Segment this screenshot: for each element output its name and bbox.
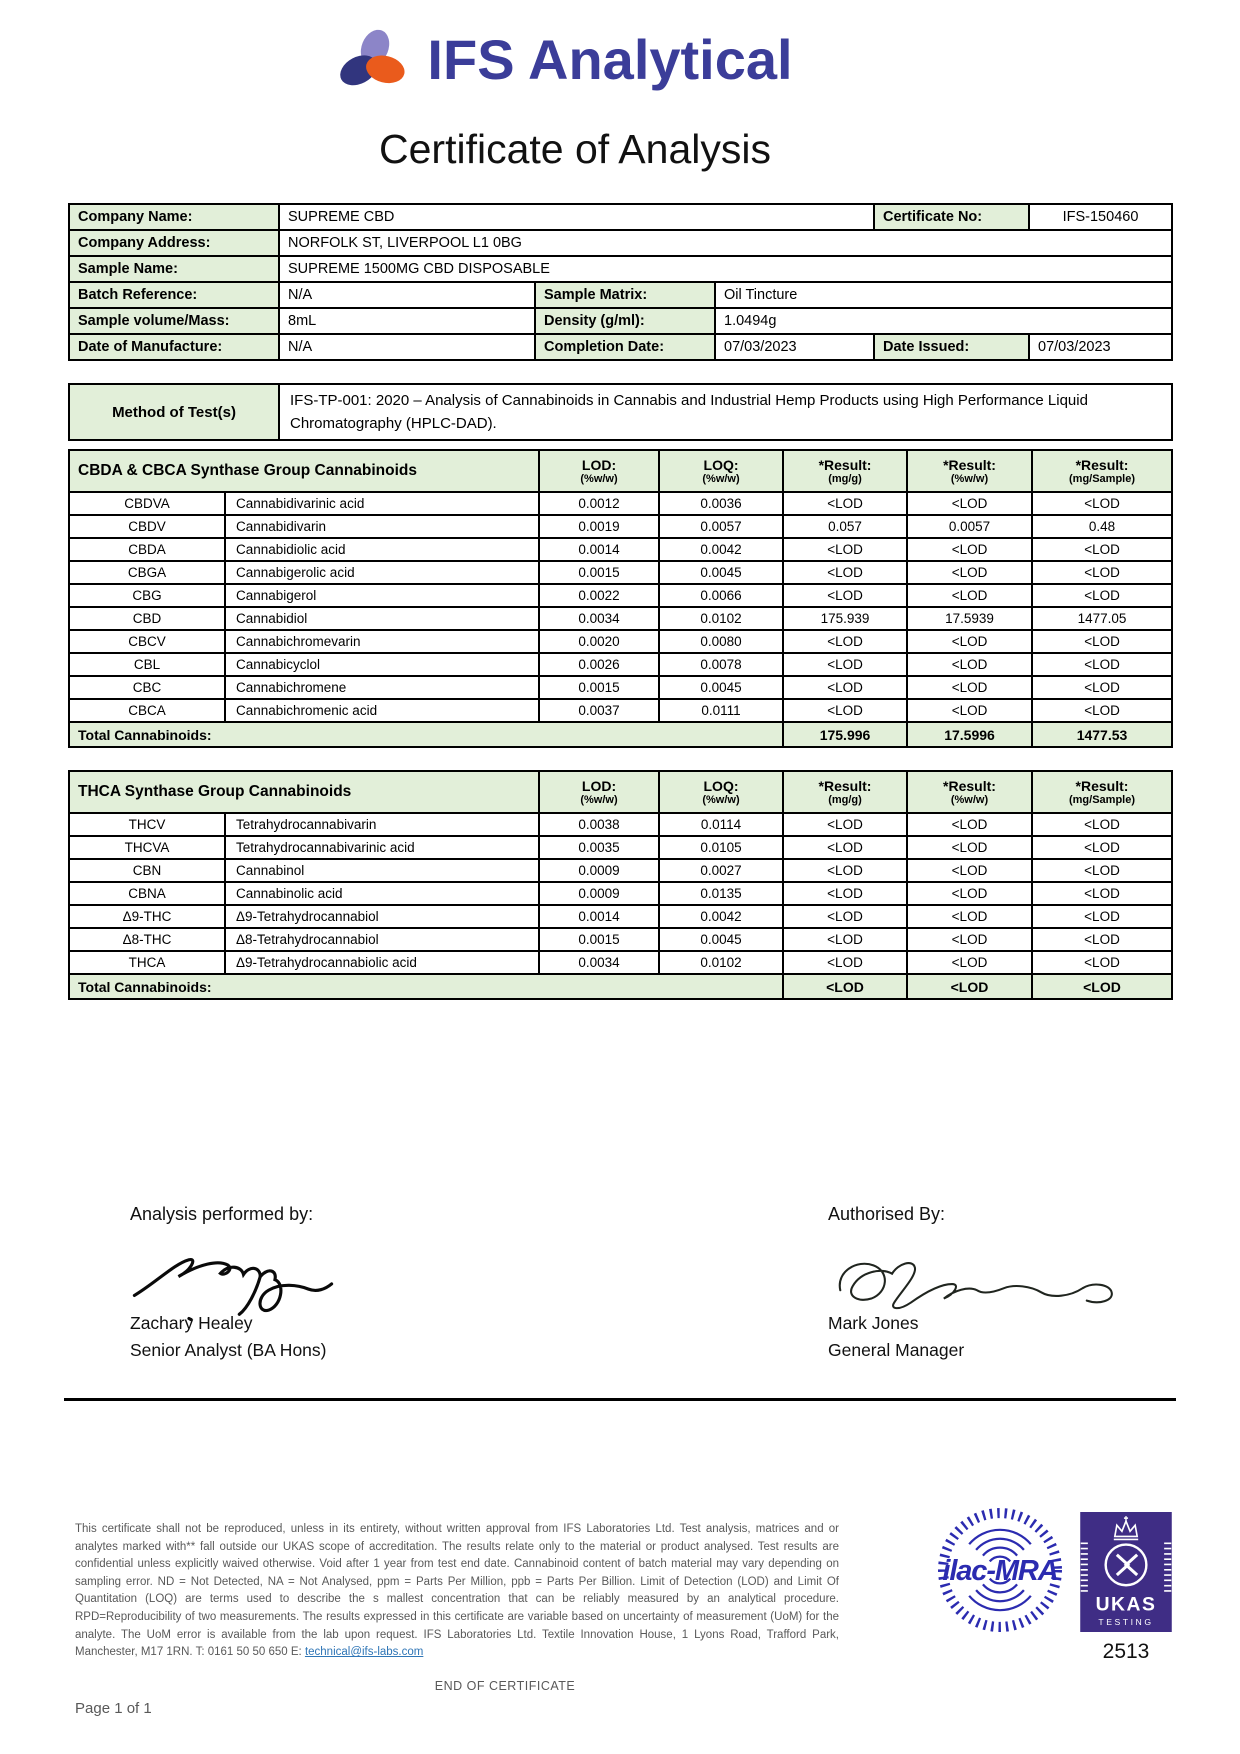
table-cell: <LOD <box>783 905 907 928</box>
table-row <box>69 905 1172 928</box>
table-cell: <LOD <box>1032 653 1172 676</box>
table-cell: CBD <box>69 607 225 630</box>
sample-matrix-value: Oil Tincture <box>715 282 1172 308</box>
table-cell: Tetrahydrocannabivarin <box>225 813 539 836</box>
disclaimer-text <box>75 1521 839 1662</box>
table-cell: <LOD <box>1032 561 1172 584</box>
table-cell: CBDV <box>69 515 225 538</box>
table-cell: <LOD <box>783 676 907 699</box>
table-cell: <LOD <box>783 653 907 676</box>
table-cell: <LOD <box>907 882 1032 905</box>
total-ww: 17.5996 <box>907 722 1032 747</box>
table-cell: <LOD <box>907 653 1032 676</box>
table-cell: CBL <box>69 653 225 676</box>
table-cell: 0.0034 <box>539 951 659 974</box>
company-address-value: NORFOLK ST, LIVERPOOL L1 0BG <box>279 230 1172 256</box>
info-table <box>68 203 1173 361</box>
manager-title: General Manager <box>828 1340 965 1360</box>
date-issued-label: Date Issued: <box>874 334 1029 360</box>
table-cell: 0.48 <box>1032 515 1172 538</box>
table-cell: <LOD <box>907 905 1032 928</box>
table-row <box>69 653 1172 676</box>
total-row <box>69 974 1172 999</box>
table-cell: CBN <box>69 859 225 882</box>
analyst-name-block <box>130 1310 326 1364</box>
col-header-result-mgg: *Result: (mg/g) <box>783 450 907 492</box>
table-row <box>69 384 1172 440</box>
table-cell: 0.0026 <box>539 653 659 676</box>
table-cell: 0.0035 <box>539 836 659 859</box>
table-cell: <LOD <box>1032 882 1172 905</box>
date-of-manufacture-value: N/A <box>279 334 535 360</box>
table-cell: Δ9-THC <box>69 905 225 928</box>
manager-signature <box>832 1252 1122 1314</box>
table-row <box>69 813 1172 836</box>
col-header-result-mgg: *Result: (mg/g) <box>783 771 907 813</box>
col-header-lod: LOD: (%w/w) <box>539 450 659 492</box>
table-cell: 0.0045 <box>659 561 783 584</box>
table-cell: CBC <box>69 676 225 699</box>
table-header-row <box>69 771 1172 813</box>
table-cell: CBCA <box>69 699 225 722</box>
table-cell: 0.0102 <box>659 951 783 974</box>
sample-name-value: SUPREME 1500MG CBD DISPOSABLE <box>279 256 1172 282</box>
thca-table <box>68 770 1173 1000</box>
table-cell: <LOD <box>783 492 907 515</box>
method-table <box>68 383 1173 441</box>
table-cell: CBDA <box>69 538 225 561</box>
table-cell: 0.0015 <box>539 676 659 699</box>
completion-date-label: Completion Date: <box>535 334 715 360</box>
table-row <box>69 928 1172 951</box>
table-row <box>69 492 1172 515</box>
table-cell: 0.0036 <box>659 492 783 515</box>
table-cell: <LOD <box>1032 905 1172 928</box>
table-cell: THCVA <box>69 836 225 859</box>
table-cell: <LOD <box>1032 538 1172 561</box>
table-cell: 0.0111 <box>659 699 783 722</box>
table-row <box>69 584 1172 607</box>
group-header: CBDA & CBCA Synthase Group Cannabinoids <box>69 450 539 492</box>
col-header-result-ww: *Result: (%w/w) <box>907 771 1032 813</box>
table-cell: Cannabichromenic acid <box>225 699 539 722</box>
density-label: Density (g/ml): <box>535 308 715 334</box>
table-cell: <LOD <box>783 561 907 584</box>
total-label: Total Cannabinoids: <box>69 974 783 999</box>
table-cell: <LOD <box>783 584 907 607</box>
table-cell: Δ9-Tetrahydrocannabiol <box>225 905 539 928</box>
total-sample: <LOD <box>1032 974 1172 999</box>
table-cell: Cannabidivarin <box>225 515 539 538</box>
table-cell: 0.0014 <box>539 905 659 928</box>
analyst-title: Senior Analyst (BA Hons) <box>130 1340 327 1360</box>
table-row <box>69 699 1172 722</box>
table-cell: 17.5939 <box>907 607 1032 630</box>
table-row <box>69 515 1172 538</box>
table-cell: 0.0078 <box>659 653 783 676</box>
table-cell: 0.0057 <box>659 515 783 538</box>
table-cell: CBCV <box>69 630 225 653</box>
company-address-label: Company Address: <box>69 230 279 256</box>
total-sample: 1477.53 <box>1032 722 1172 747</box>
table-cell: 0.0114 <box>659 813 783 836</box>
total-mgg: <LOD <box>783 974 907 999</box>
table-cell: 0.0045 <box>659 928 783 951</box>
table-cell: <LOD <box>783 699 907 722</box>
date-issued-value: 07/03/2023 <box>1029 334 1172 360</box>
total-ww: <LOD <box>907 974 1032 999</box>
sample-matrix-label: Sample Matrix: <box>535 282 715 308</box>
col-header-result-sample: *Result: (mg/Sample) <box>1032 450 1172 492</box>
table-cell: THCV <box>69 813 225 836</box>
table-cell: 0.0019 <box>539 515 659 538</box>
sample-name-label: Sample Name: <box>69 256 279 282</box>
certificate-no-value: IFS-150460 <box>1029 204 1172 230</box>
table-row <box>69 230 1172 256</box>
group-header: THCA Synthase Group Cannabinoids <box>69 771 539 813</box>
page-title: Certificate of Analysis <box>379 126 771 172</box>
table-cell: CBG <box>69 584 225 607</box>
sample-volume-label: Sample volume/Mass: <box>69 308 279 334</box>
table-cell: 0.0009 <box>539 882 659 905</box>
batch-reference-label: Batch Reference: <box>69 282 279 308</box>
table-cell: Cannabicyclol <box>225 653 539 676</box>
table-cell: <LOD <box>1032 676 1172 699</box>
total-mgg: 175.996 <box>783 722 907 747</box>
table-cell: Tetrahydrocannabivarinic acid <box>225 836 539 859</box>
table-cell: <LOD <box>907 538 1032 561</box>
disclaimer-body: This certificate shall not be reproduced, unless in its entirety, without written approval from IFS Laboratories Ltd. Test analysis, matrices and or analytes marked with** fall outside our UKAS scope of accreditation. The results relate only to the material or product analysed. Test results are confidential unless explicitly waived otherwise. Void after 1 year from test end date. Cannabinoid content of batch material may vary depending on sampling error. ND = Not Detected, NA = Not Analysed, ppm = Parts Per Million, ppb = Parts Per Billion. Limit of Detection (LOD) and Limit Of Quantitation (LOQ) are terms used to describe the s mallest concentration that can be reliably measured by an analytical procedure. RPD=Reproducibility of two measurements. The results expressed in this certificate are variable based on uncertainty of measurement (UoM) for the analyte. The UoM error is available from the lab upon request. IFS Laboratories Ltd. Textile Innovation House, 1 Lyons Road, Trafford Park, Manchester, M17 1RN. T: 0161 50 50 650 E: <box>75 1523 839 1659</box>
table-cell: 0.0080 <box>659 630 783 653</box>
table-cell: Cannabichromevarin <box>225 630 539 653</box>
table-cell: <LOD <box>907 676 1032 699</box>
table-cell: <LOD <box>1032 492 1172 515</box>
table-row <box>69 256 1172 282</box>
brand-header <box>0 26 1185 92</box>
table-cell: <LOD <box>1032 951 1172 974</box>
table-row <box>69 630 1172 653</box>
table-row <box>69 204 1172 230</box>
company-name-label: Company Name: <box>69 204 279 230</box>
batch-reference-value: N/A <box>279 282 535 308</box>
col-header-result-sample: *Result: (mg/Sample) <box>1032 771 1172 813</box>
table-row <box>69 334 1172 360</box>
certificate-no-label: Certificate No: <box>874 204 1029 230</box>
analyst-name: Zachary Healey <box>130 1313 253 1333</box>
table-cell: 0.0042 <box>659 538 783 561</box>
table-row <box>69 308 1172 334</box>
total-row <box>69 722 1172 747</box>
table-header-row <box>69 450 1172 492</box>
table-cell: <LOD <box>783 813 907 836</box>
table-cell: 0.0015 <box>539 561 659 584</box>
analysis-performed-by-heading: Analysis performed by: <box>130 1204 314 1224</box>
table-row <box>69 859 1172 882</box>
ukas-logo-icon <box>1080 1512 1172 1632</box>
cbda-cbca-table <box>68 449 1173 748</box>
email-link[interactable]: technical@ifs-labs.com <box>304 1646 424 1659</box>
table-cell: CBGA <box>69 561 225 584</box>
table-cell: 0.0020 <box>539 630 659 653</box>
end-of-certificate: END OF CERTIFICATE <box>434 1679 576 1693</box>
table-cell: 0.0037 <box>539 699 659 722</box>
table-cell: Cannabidiolic acid <box>225 538 539 561</box>
table-cell: Cannabigerolic acid <box>225 561 539 584</box>
table-cell: <LOD <box>907 630 1032 653</box>
table-cell: <LOD <box>1032 813 1172 836</box>
table-cell: <LOD <box>783 951 907 974</box>
table-cell: <LOD <box>783 538 907 561</box>
table-cell: <LOD <box>783 882 907 905</box>
table-cell: <LOD <box>907 813 1032 836</box>
table-cell: <LOD <box>1032 584 1172 607</box>
manager-name-block <box>828 1310 964 1364</box>
method-value: IFS-TP-001: 2020 – Analysis of Cannabinoids in Cannabis and Industrial Hemp Products using High Performance Liquid Chromatography (HPLC-DAD). <box>279 384 1172 440</box>
total-label: Total Cannabinoids: <box>69 722 783 747</box>
table-cell: 0.0105 <box>659 836 783 859</box>
table-cell: 0.057 <box>783 515 907 538</box>
table-row <box>69 676 1172 699</box>
table-cell: Cannabigerol <box>225 584 539 607</box>
table-cell: 0.0102 <box>659 607 783 630</box>
table-cell: <LOD <box>1032 699 1172 722</box>
table-cell: 0.0012 <box>539 492 659 515</box>
ilac-mra-logo-icon <box>933 1503 1067 1637</box>
ifs-logo-icon <box>337 26 411 92</box>
table-cell: 0.0015 <box>539 928 659 951</box>
table-cell: 175.939 <box>783 607 907 630</box>
svg-text:UKAS: UKAS <box>1095 1594 1157 1616</box>
svg-text:ilac-MRA: ilac-MRA <box>942 1555 1058 1588</box>
table-cell: 1477.05 <box>1032 607 1172 630</box>
table-cell: <LOD <box>1032 630 1172 653</box>
table-cell: 0.0135 <box>659 882 783 905</box>
table-cell: Cannabidivarinic acid <box>225 492 539 515</box>
company-name-value: SUPREME CBD <box>279 204 874 230</box>
table-cell: Δ9-Tetrahydrocannabiolic acid <box>225 951 539 974</box>
table-cell: Δ8-THC <box>69 928 225 951</box>
table-row <box>69 607 1172 630</box>
table-cell: <LOD <box>907 951 1032 974</box>
table-cell: 0.0014 <box>539 538 659 561</box>
page-number: Page 1 of 1 <box>75 1700 152 1717</box>
table-cell: <LOD <box>783 859 907 882</box>
table-cell: <LOD <box>907 859 1032 882</box>
col-header-lod: LOD: (%w/w) <box>539 771 659 813</box>
col-header-loq: LOQ: (%w/w) <box>659 450 783 492</box>
table-cell: Cannabichromene <box>225 676 539 699</box>
table-cell: 0.0034 <box>539 607 659 630</box>
table-cell: <LOD <box>783 836 907 859</box>
date-of-manufacture-label: Date of Manufacture: <box>69 334 279 360</box>
table-cell: CBNA <box>69 882 225 905</box>
table-cell: Δ8-Tetrahydrocannabiol <box>225 928 539 951</box>
table-cell: Cannabidiol <box>225 607 539 630</box>
table-cell: <LOD <box>1032 928 1172 951</box>
table-cell: 0.0057 <box>907 515 1032 538</box>
table-cell: <LOD <box>783 928 907 951</box>
table-cell: <LOD <box>907 836 1032 859</box>
table-cell: 0.0042 <box>659 905 783 928</box>
table-cell: 0.0027 <box>659 859 783 882</box>
table-cell: 0.0045 <box>659 676 783 699</box>
manager-name: Mark Jones <box>828 1313 919 1333</box>
table-cell: <LOD <box>783 630 907 653</box>
table-cell: <LOD <box>907 492 1032 515</box>
table-cell: 0.0022 <box>539 584 659 607</box>
table-cell: Cannabinol <box>225 859 539 882</box>
footer-divider <box>64 1398 1176 1401</box>
table-cell: <LOD <box>907 584 1032 607</box>
svg-text:TESTING: TESTING <box>1098 1616 1154 1627</box>
table-row <box>69 951 1172 974</box>
table-cell: <LOD <box>1032 836 1172 859</box>
col-header-loq: LOQ: (%w/w) <box>659 771 783 813</box>
table-cell: <LOD <box>907 928 1032 951</box>
table-row <box>69 882 1172 905</box>
sample-volume-value: 8mL <box>279 308 535 334</box>
table-cell: 0.0066 <box>659 584 783 607</box>
brand-name: IFS Analytical <box>427 27 793 91</box>
table-row <box>69 282 1172 308</box>
table-cell: Cannabinolic acid <box>225 882 539 905</box>
table-cell: 0.0038 <box>539 813 659 836</box>
table-cell: <LOD <box>1032 859 1172 882</box>
table-cell: <LOD <box>907 699 1032 722</box>
table-cell: THCA <box>69 951 225 974</box>
method-label: Method of Test(s) <box>69 384 279 440</box>
table-cell: 0.0009 <box>539 859 659 882</box>
table-cell: <LOD <box>907 561 1032 584</box>
authorised-by-heading: Authorised By: <box>828 1204 946 1224</box>
density-value: 1.0494g <box>715 308 1172 334</box>
ukas-accreditation-number: 2513 <box>1102 1640 1150 1663</box>
table-row <box>69 538 1172 561</box>
table-cell: CBDVA <box>69 492 225 515</box>
table-row <box>69 836 1172 859</box>
table-row <box>69 561 1172 584</box>
completion-date-value: 07/03/2023 <box>715 334 874 360</box>
col-header-result-ww: *Result: (%w/w) <box>907 450 1032 492</box>
